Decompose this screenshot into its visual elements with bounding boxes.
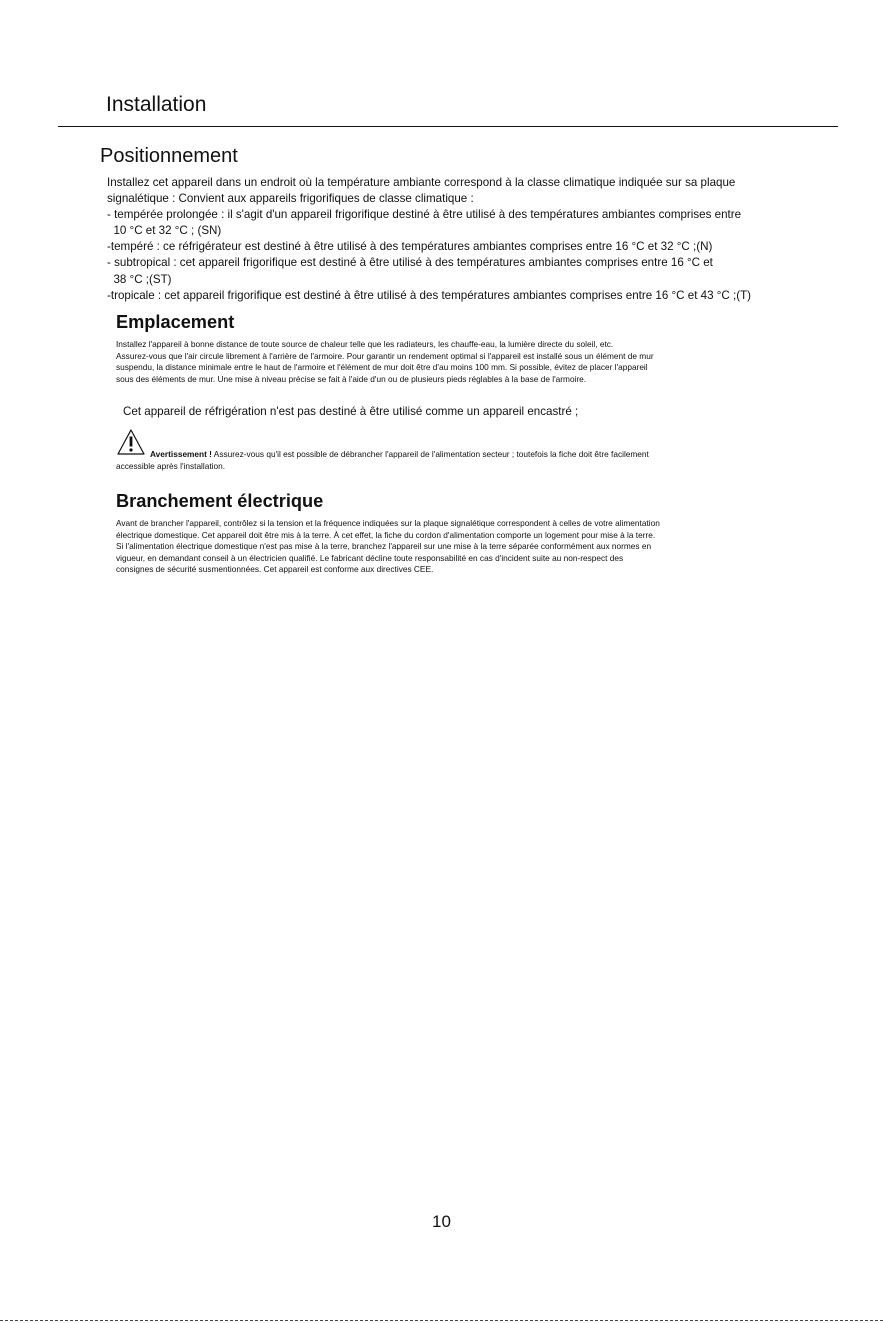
page-bottom-border <box>0 1320 883 1321</box>
warning-text-continued: accessible après l'installation. <box>116 461 226 471</box>
emplacement-heading: Emplacement <box>116 312 235 332</box>
paragraph-line: 10 °C et 32 °C ; (SN) <box>107 224 222 238</box>
warning-message: Assurez-vous qu'il est possible de débrancher l'appareil de l'alimentation secteur ; toutefois la fiche doit être facilement <box>211 449 649 459</box>
paragraph-line: - subtropical : cet appareil frigorifique est destiné à être utilisé à des températures ambiantes comprises entre 16 °C et <box>107 256 713 270</box>
encastre-note: Cet appareil de réfrigération n'est pas destiné à être utilisé comme un appareil encastré ; <box>123 405 579 418</box>
warning-triangle-icon <box>116 428 146 456</box>
positionnement-paragraph <box>107 175 842 304</box>
title-divider <box>58 126 838 127</box>
page-number: 10 <box>432 1212 451 1231</box>
warning-label: Avertissement ! <box>150 449 212 459</box>
paragraph-line: vigueur, en demandant conseil à un électricien qualifié. Le fabricant décline toute responsabilité en cas d'incident suite au non-respect des <box>116 552 624 563</box>
paragraph-line: Installez cet appareil dans un endroit où la température ambiante correspond à la classe climatique indiquée sur sa plaque <box>107 176 736 189</box>
branchement-paragraph <box>116 518 836 576</box>
emplacement-paragraph <box>116 339 826 385</box>
paragraph-line: sous des éléments de mur. Une mise à niveau précise se fait à l'aide d'un ou de plusieurs pieds réglables à la base de l'armoire. <box>116 373 587 384</box>
paragraph-line: électrique domestique. Cet appareil doit être mis à la terre. À cet effet, la fiche du cordon d'alimentation comporte un logement pour mise à la terre. <box>116 529 656 540</box>
paragraph-line: consignes de sécurité susmentionnées. Cet appareil est conforme aux directives CEE. <box>116 564 434 575</box>
paragraph-line: Installez l'appareil à bonne distance de toute source de chaleur telle que les radiateurs, les chauffe-eau, la lumière directe du soleil, etc. <box>116 339 614 349</box>
paragraph-line: -tempéré : ce réfrigérateur est destiné à être utilisé à des températures ambiantes comprises entre 16 °C et 32 °C ;(N) <box>107 240 713 254</box>
page-title: Installation <box>106 93 207 116</box>
paragraph-line: - tempérée prolongée : il s'agit d'un appareil frigorifique destiné à être utilisé à des températures ambiantes comprises entre <box>107 208 742 222</box>
paragraph-line: Si l'alimentation électrique domestique n'est pas mise à la terre, branchez l'appareil sur une mise à la terre séparée conformément aux normes en <box>116 541 652 552</box>
paragraph-line: signalétique : Convient aux appareils frigorifiques de classe climatique : <box>107 192 474 206</box>
paragraph-line: suspendu, la distance minimale entre le haut de l'armoire et l'élément de mur doit être d'au moins 100 mm. Si possible, évitez de placer l'appareil <box>116 362 648 373</box>
paragraph-line: 38 °C ;(ST) <box>107 272 172 286</box>
paragraph-line: -tropicale : cet appareil frigorifique est destiné à être utilisé à des températures ambiantes comprises entre 16 °C et 43 °C ;(T) <box>107 288 752 302</box>
paragraph-line: Avant de brancher l'appareil, contrôlez si la tension et la fréquence indiquées sur la plaque signalétique correspondent à celles de votre alimentation <box>116 518 660 528</box>
warning-text <box>150 449 649 461</box>
branchement-heading: Branchement électrique <box>116 491 324 511</box>
paragraph-line: Assurez-vous que l'air circule librement à l'arrière de l'armoire. Pour garantir un rendement optimal si l'appareil est installé sous un élément de mur <box>116 350 654 361</box>
positionnement-heading: Positionnement <box>100 145 238 167</box>
